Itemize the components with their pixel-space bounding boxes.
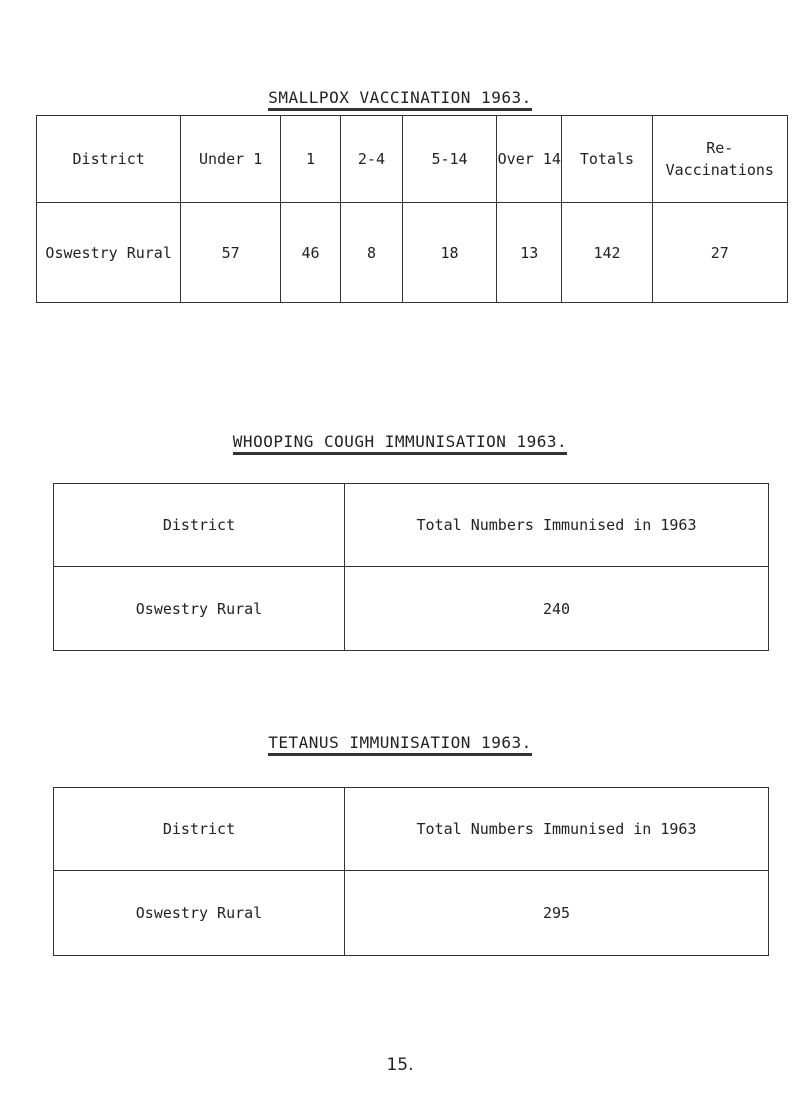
col-header: 5-14: [402, 116, 496, 203]
table-header-row: [37, 116, 788, 203]
table-cell: 13: [497, 203, 562, 303]
col-header: Over 14: [497, 116, 562, 203]
page-number: 15.: [386, 1055, 414, 1075]
smallpox-table: [36, 115, 788, 303]
col-header: 2-4: [340, 116, 402, 203]
col-header: Total Numbers Immunised in 1963: [345, 788, 769, 871]
table-cell: 8: [340, 203, 402, 303]
table-cell: 18: [402, 203, 496, 303]
col-header: District: [54, 788, 345, 871]
col-header: Totals: [562, 116, 652, 203]
table-row: [54, 871, 769, 956]
table-cell: Oswestry Rural: [54, 567, 345, 651]
table-cell: 57: [181, 203, 281, 303]
col-header: District: [37, 116, 181, 203]
whooping-table: [53, 483, 769, 651]
col-header: Under 1: [181, 116, 281, 203]
table-cell: Oswestry Rural: [54, 871, 345, 956]
tetanus-table: [53, 787, 769, 956]
table-row: [54, 567, 769, 651]
smallpox-title: SMALLPOX VACCINATION 1963.: [0, 88, 800, 107]
tetanus-title: TETANUS IMMUNISATION 1963.: [0, 733, 800, 752]
table-cell: 240: [345, 567, 769, 651]
table-cell: 295: [345, 871, 769, 956]
table-cell: 46: [280, 203, 340, 303]
table-cell: 142: [562, 203, 652, 303]
col-header: Total Numbers Immunised in 1963: [345, 484, 769, 567]
table-row: [37, 203, 788, 303]
table-cell: Oswestry Rural: [37, 203, 181, 303]
table-header-row: [54, 484, 769, 567]
col-header: 1: [280, 116, 340, 203]
whooping-title: WHOOPING COUGH IMMUNISATION 1963.: [0, 432, 800, 451]
table-cell: 27: [652, 203, 787, 303]
table-header-row: [54, 788, 769, 871]
col-header: Re-Vaccinations: [652, 116, 787, 203]
col-header: District: [54, 484, 345, 567]
